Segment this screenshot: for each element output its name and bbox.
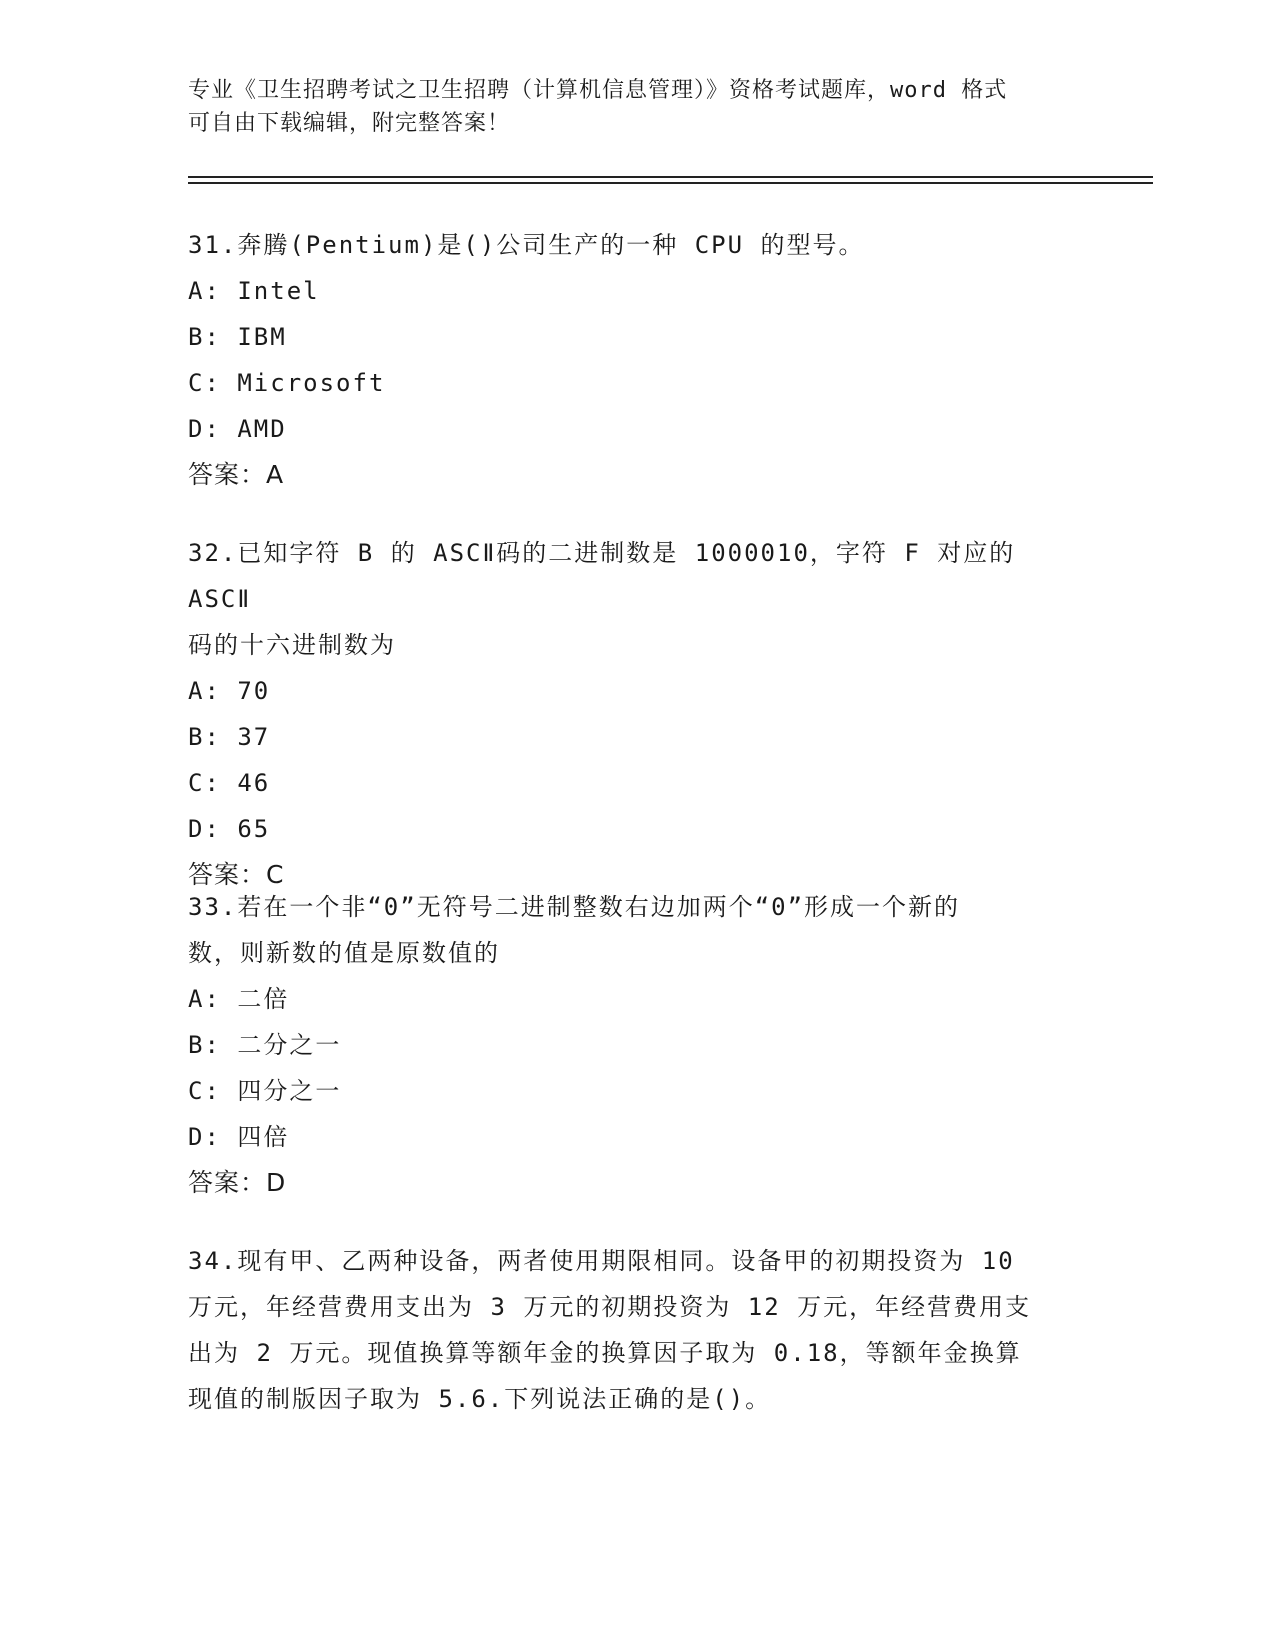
option-b: B: 37 bbox=[188, 723, 271, 751]
option-d: D: 四倍 bbox=[188, 1123, 290, 1151]
question-stem-line-2: 数，则新数的值是原数值的 bbox=[188, 939, 500, 967]
answer: 答案：C bbox=[188, 860, 285, 889]
option-a: A: Intel bbox=[188, 277, 320, 305]
answer: 答案：A bbox=[188, 460, 285, 489]
question-stem-line-1: 34.现有甲、乙两种设备，两者使用期限相同。设备甲的初期投资为 10 bbox=[188, 1247, 1015, 1275]
question-stem-line-1: 33.若在一个非“0”无符号二进制整数右边加两个“0”形成一个新的 bbox=[188, 893, 961, 921]
question-stem-line-2: 万元，年经营费用支出为 3 万元的初期投资为 12 万元，年经营费用支 bbox=[188, 1293, 1032, 1321]
question-stem-line-4: 现值的制版因子取为 5.6.下列说法正确的是()。 bbox=[188, 1385, 772, 1413]
option-a: A: 二倍 bbox=[188, 985, 290, 1013]
question-stem-line-3: 出为 2 万元。现值换算等额年金的换算因子取为 0.18，等额年金换算 bbox=[188, 1339, 1022, 1367]
header-divider-top bbox=[188, 176, 1153, 178]
question-33 bbox=[188, 884, 1088, 1206]
option-b: B: 二分之一 bbox=[188, 1031, 342, 1059]
option-d: D: AMD bbox=[188, 415, 287, 443]
option-c: C: Microsoft bbox=[188, 369, 386, 397]
option-d: D: 65 bbox=[188, 815, 271, 843]
question-stem: 31.奔腾(Pentium)是()公司生产的一种 CPU 的型号。 bbox=[188, 231, 865, 259]
option-b: B: IBM bbox=[188, 323, 287, 351]
option-c: C: 46 bbox=[188, 769, 271, 797]
document-header bbox=[188, 74, 1068, 140]
question-32 bbox=[188, 530, 1088, 898]
question-34 bbox=[188, 1238, 1088, 1422]
option-c: C: 四分之一 bbox=[188, 1077, 342, 1105]
question-31 bbox=[188, 222, 1088, 498]
header-line-2: 可自由下载编辑，附完整答案！ bbox=[188, 111, 511, 136]
header-line-1: 专业《卫生招聘考试之卫生招聘（计算机信息管理）》资格考试题库，word 格式 bbox=[188, 78, 1008, 103]
header-divider-bottom bbox=[188, 182, 1153, 184]
question-stem-line-2: 码的十六进制数为 bbox=[188, 631, 396, 659]
answer: 答案：D bbox=[188, 1168, 287, 1197]
question-stem-line-1: 32.已知字符 B 的 ASCⅡ码的二进制数是 1000010，字符 F 对应的 ASCⅡ bbox=[188, 539, 1016, 613]
option-a: A: 70 bbox=[188, 677, 271, 705]
